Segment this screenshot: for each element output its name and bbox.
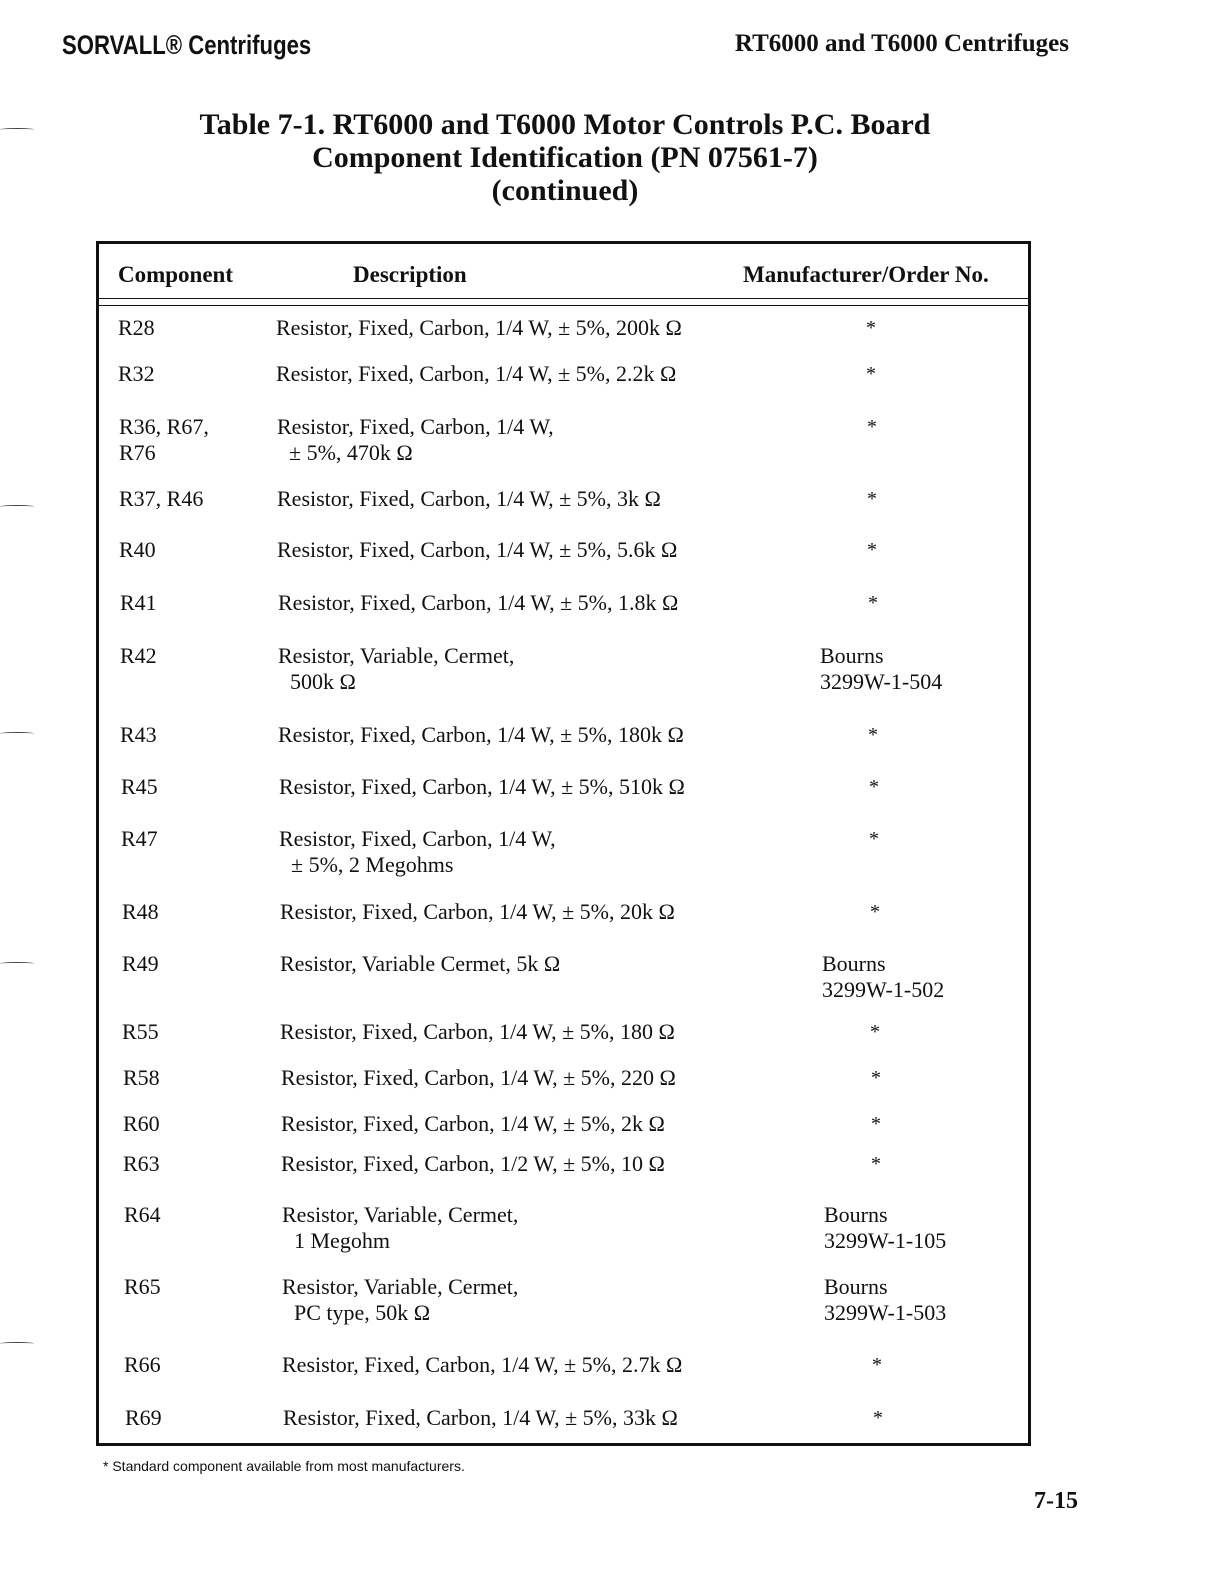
description-cell: [281, 1111, 821, 1137]
description-cell: [278, 722, 818, 748]
description-cell: [278, 643, 818, 695]
description-cell: [277, 486, 817, 512]
margin-mark: [0, 1342, 34, 1345]
component-cell: R28: [118, 315, 155, 340]
component-cell: R48: [122, 899, 159, 924]
description-cell: [279, 774, 819, 800]
description-line: PC type, 50k Ω: [294, 1300, 431, 1325]
page-number: 7-15: [1034, 1488, 1078, 1514]
component-cell: R36, R67, R76: [119, 414, 209, 465]
manufacturer-line: Bourns: [820, 643, 884, 668]
header-left: SORVALL® Centrifuges: [62, 30, 312, 60]
description-line: 1 Megohm: [294, 1228, 390, 1253]
description-cell: [282, 1202, 822, 1254]
title-line-1: Table 7-1. RT6000 and T6000 Motor Controls P.C. Board: [199, 108, 931, 141]
description-line: Resistor, Fixed, Carbon, 1/4 W, ± 5%, 5.6k Ω: [277, 537, 678, 562]
description-cell: [276, 315, 816, 341]
standard-component-asterisk: *: [868, 592, 878, 614]
component-cell: R43: [120, 722, 157, 747]
description-line: Resistor, Variable, Cermet,: [282, 1202, 519, 1227]
description-line: Resistor, Fixed, Carbon, 1/4 W, ± 5%, 1.8k Ω: [278, 590, 679, 615]
standard-component-asterisk: *: [867, 416, 877, 438]
component-cell: R41: [120, 590, 157, 615]
manufacturer-line: Bourns: [822, 951, 886, 976]
header-right: RT6000 and T6000 Centrifuges: [734, 30, 1069, 57]
description-line: Resistor, Fixed, Carbon, 1/4 W, ± 5%, 33k Ω: [283, 1405, 678, 1430]
standard-component-asterisk: *: [871, 1113, 881, 1135]
description-cell: [277, 414, 817, 466]
description-line: ± 5%, 470k Ω: [289, 440, 413, 465]
standard-component-asterisk: *: [867, 539, 877, 561]
component-cell: R66: [124, 1352, 161, 1377]
component-cell: R60: [123, 1111, 160, 1136]
description-line: Resistor, Variable, Cermet,: [278, 643, 515, 668]
component-cell: R45: [121, 774, 158, 799]
title-line-2: Component Identification (PN 07561-7): [312, 141, 818, 174]
manufacturer-cell: [820, 643, 1020, 695]
description-cell: [279, 826, 819, 878]
description-cell: [283, 1405, 823, 1431]
description-line: Resistor, Fixed, Carbon, 1/4 W, ± 5%, 180k Ω: [278, 722, 684, 747]
component-cell: R37, R46: [119, 486, 204, 511]
margin-mark: [0, 128, 34, 131]
manufacturer-line: 3299W-1-502: [822, 977, 945, 1002]
margin-mark: [0, 505, 34, 508]
description-line: Resistor, Fixed, Carbon, 1/4 W, ± 5%, 3k Ω: [277, 486, 661, 511]
component-cell: R58: [123, 1065, 160, 1090]
component-cell: R49: [122, 951, 159, 976]
description-cell: [278, 590, 818, 616]
component-cell: R55: [122, 1019, 159, 1044]
standard-component-asterisk: *: [868, 724, 878, 746]
description-line: 500k Ω: [290, 669, 356, 694]
manufacturer-line: 3299W-1-105: [824, 1228, 947, 1253]
description-line: Resistor, Fixed, Carbon, 1/4 W, ± 5%, 2.2k Ω: [276, 361, 677, 386]
description-line: Resistor, Fixed, Carbon, 1/4 W, ± 5%, 200k Ω: [276, 315, 682, 340]
description-cell: [282, 1274, 822, 1326]
standard-component-asterisk: *: [867, 488, 877, 510]
description-line: Resistor, Fixed, Carbon, 1/4 W,: [279, 826, 556, 851]
description-line: Resistor, Fixed, Carbon, 1/4 W, ± 5%, 180 Ω: [280, 1019, 675, 1044]
manufacturer-cell: [822, 951, 1022, 1003]
column-header-manufacturer: Manufacturer/Order No.: [743, 262, 989, 287]
description-line: Resistor, Fixed, Carbon, 1/4 W, ± 5%, 2k Ω: [281, 1111, 665, 1136]
description-line: Resistor, Fixed, Carbon, 1/4 W, ± 5%, 510k Ω: [279, 774, 685, 799]
description-cell: [281, 1151, 821, 1177]
description-cell: [280, 1019, 820, 1045]
component-cell: R65: [124, 1274, 161, 1299]
standard-component-asterisk: *: [873, 1407, 883, 1429]
component-cell: R69: [125, 1405, 162, 1430]
standard-component-asterisk: *: [870, 1021, 880, 1043]
description-cell: [281, 1065, 821, 1091]
description-cell: [276, 361, 816, 387]
description-cell: [282, 1352, 822, 1378]
description-cell: [280, 951, 820, 977]
description-line: Resistor, Fixed, Carbon, 1/4 W, ± 5%, 2.7k Ω: [282, 1352, 683, 1377]
manufacturer-line: Bourns: [824, 1274, 888, 1299]
manufacturer-line: 3299W-1-504: [820, 669, 943, 694]
table-title: [100, 108, 1030, 207]
column-header-component: Component: [118, 262, 234, 287]
margin-mark: [0, 732, 34, 735]
description-line: Resistor, Fixed, Carbon, 1/4 W, ± 5%, 20k Ω: [280, 899, 675, 924]
component-cell: R42: [120, 643, 157, 668]
manufacturer-line: Bourns: [824, 1202, 888, 1227]
description-line: Resistor, Variable, Cermet,: [282, 1274, 519, 1299]
manufacturer-line: 3299W-1-503: [824, 1300, 947, 1325]
manufacturer-cell: [824, 1274, 1024, 1326]
standard-component-asterisk: *: [870, 901, 880, 923]
footnote: * Standard component available from most manufacturers.: [103, 1458, 465, 1474]
component-cell: R63: [123, 1151, 160, 1176]
margin-mark: [0, 962, 34, 965]
component-cell: R47: [121, 826, 158, 851]
title-line-3: (continued): [491, 174, 639, 207]
standard-component-asterisk: *: [871, 1153, 881, 1175]
standard-component-asterisk: *: [869, 828, 879, 850]
standard-component-asterisk: *: [866, 363, 876, 385]
description-line: ± 5%, 2 Megohms: [291, 852, 454, 877]
standard-component-asterisk: *: [871, 1067, 881, 1089]
component-cell: R64: [124, 1202, 161, 1227]
description-line: Resistor, Variable Cermet, 5k Ω: [280, 951, 561, 976]
description-line: Resistor, Fixed, Carbon, 1/4 W,: [277, 414, 554, 439]
header-divider: [99, 298, 1028, 299]
standard-component-asterisk: *: [866, 317, 876, 339]
standard-component-asterisk: *: [872, 1354, 882, 1376]
column-header-description: Description: [353, 262, 467, 287]
component-cell: R40: [119, 537, 156, 562]
description-line: Resistor, Fixed, Carbon, 1/2 W, ± 5%, 10 Ω: [281, 1151, 665, 1176]
description-cell: [277, 537, 817, 563]
component-cell: R32: [118, 361, 155, 386]
description-cell: [280, 899, 820, 925]
description-line: Resistor, Fixed, Carbon, 1/4 W, ± 5%, 220 Ω: [281, 1065, 676, 1090]
standard-component-asterisk: *: [869, 776, 879, 798]
header-divider: [99, 305, 1028, 306]
manufacturer-cell: [824, 1202, 1024, 1254]
